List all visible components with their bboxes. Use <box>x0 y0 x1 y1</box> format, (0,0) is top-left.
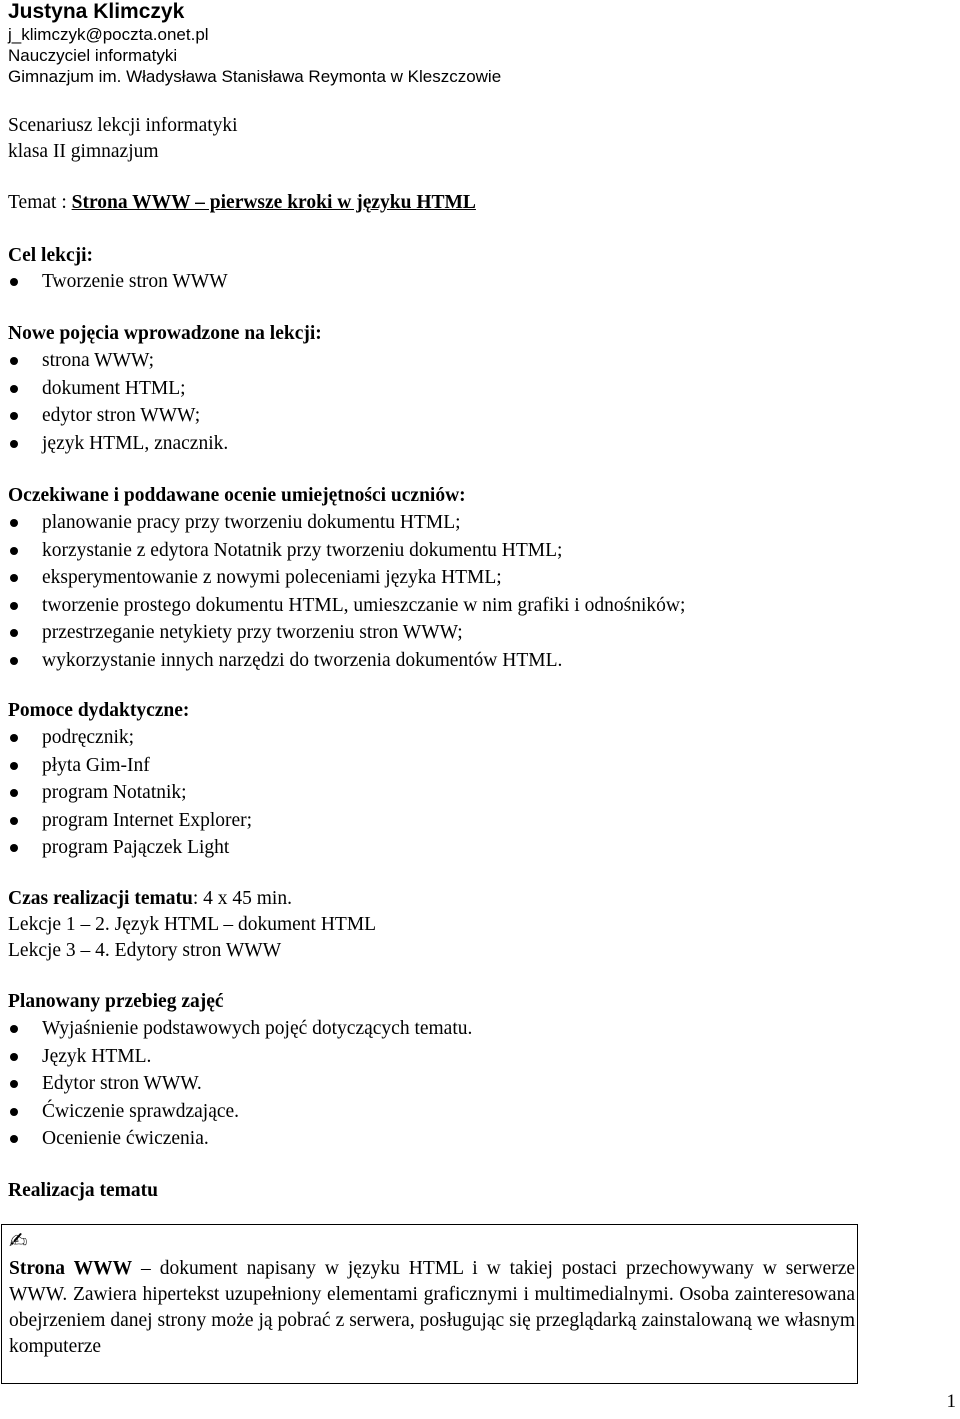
plan-heading: Planowany przebieg zajęć <box>8 991 224 1012</box>
definition-term: Strona WWW <box>9 1258 133 1279</box>
author-name: Justyna Klimczyk <box>8 0 185 23</box>
bullet-icon <box>10 1053 18 1061</box>
definition-paragraph <box>9 1256 855 1360</box>
bullet-icon <box>10 762 18 770</box>
topic-value: Strona WWW – pierwsze kroki w języku HTML <box>71 192 476 213</box>
bullet-icon <box>10 1025 18 1033</box>
list-item: program Notatnik; <box>0 779 252 807</box>
topic-label: Temat : <box>8 192 72 213</box>
bullet-icon <box>10 844 18 852</box>
realization-heading: Realizacja tematu <box>8 1180 158 1201</box>
time-line <box>8 886 292 912</box>
list-item: język HTML, znacznik. <box>0 430 228 458</box>
skills-heading: Oczekiwane i poddawane ocenie umiejętności uczniów: <box>8 485 466 506</box>
list-item: Wyjaśnienie podstawowych pojęć dotyczących tematu. <box>0 1015 472 1043</box>
bullet-icon <box>10 789 18 797</box>
aids-heading: Pomoce dydaktyczne: <box>8 700 190 721</box>
bullet-icon <box>10 278 18 286</box>
scenario-class: klasa II gimnazjum <box>8 141 159 162</box>
plan-list <box>0 1015 472 1153</box>
definition-box <box>1 1224 858 1384</box>
time-label: Czas realizacji tematu <box>8 888 193 909</box>
bullet-icon <box>10 629 18 637</box>
list-item: wykorzystanie innych narzędzi do tworzenia dokumentów HTML. <box>0 647 685 675</box>
bullet-icon <box>10 519 18 527</box>
scenario-title: Scenariusz lekcji informatyki <box>8 115 238 136</box>
bullet-icon <box>10 1108 18 1116</box>
bullet-icon <box>10 547 18 555</box>
bullet-icon <box>10 574 18 582</box>
definition-text: – dokument napisany w języku HTML i w takiej postaci przechowywany w serwerze WWW. Zawiera hipertekst uzupełniony elementami graficznymi i multimedialnymi. Osoba zainteresowana obejrzeniem danej strony może ją pobrać z serwera, posługując się przeglądarką zainstalowaną we własnym komputerze <box>9 1258 856 1357</box>
concepts-list <box>0 347 228 457</box>
bullet-icon <box>10 1080 18 1088</box>
skills-list <box>0 509 685 674</box>
lesson-line-2: Lekcje 3 – 4. Edytory stron WWW <box>8 940 282 961</box>
list-item: Tworzenie stron WWW <box>0 268 228 296</box>
list-item: planowanie pracy przy tworzeniu dokumentu HTML; <box>0 509 685 537</box>
bullet-icon <box>10 734 18 742</box>
list-item: strona WWW; <box>0 347 228 375</box>
bullet-icon <box>10 602 18 610</box>
goal-list <box>0 268 228 296</box>
bullet-icon <box>10 657 18 665</box>
bullet-icon <box>10 440 18 448</box>
page-number: 1 <box>946 1391 956 1412</box>
list-item: eksperymentowanie z nowymi poleceniami języka HTML; <box>0 564 685 592</box>
list-item: Edytor stron WWW. <box>0 1070 472 1098</box>
list-item: Ocenienie ćwiczenia. <box>0 1125 472 1153</box>
bullet-icon <box>10 817 18 825</box>
goal-heading: Cel lekcji: <box>8 245 94 266</box>
list-item: płyta Gim-Inf <box>0 752 252 780</box>
list-item: dokument HTML; <box>0 375 228 403</box>
bullet-icon <box>10 1135 18 1143</box>
list-item: Ćwiczenie sprawdzające. <box>0 1098 472 1126</box>
bullet-icon <box>10 412 18 420</box>
list-item: podręcznik; <box>0 724 252 752</box>
list-item: tworzenie prostego dokumentu HTML, umieszczanie w nim grafiki i odnośników; <box>0 592 685 620</box>
author-role: Nauczyciel informatyki <box>8 46 178 65</box>
pencil-icon: ✍ <box>9 1229 28 1254</box>
bullet-icon <box>10 385 18 393</box>
author-block <box>8 0 501 87</box>
author-email: j_klimczyk@poczta.onet.pl <box>8 25 209 44</box>
aids-list <box>0 724 252 862</box>
bullet-icon <box>10 357 18 365</box>
topic-line <box>8 190 476 216</box>
list-item: edytor stron WWW; <box>0 402 228 430</box>
list-item: korzystanie z edytora Notatnik przy tworzeniu dokumentu HTML; <box>0 537 685 565</box>
list-item: przestrzeganie netykiety przy tworzeniu stron WWW; <box>0 619 685 647</box>
concepts-heading: Nowe pojęcia wprowadzone na lekcji: <box>8 323 322 344</box>
lesson-line-1: Lekcje 1 – 2. Język HTML – dokument HTML <box>8 914 377 935</box>
list-item: Język HTML. <box>0 1043 472 1071</box>
author-school: Gimnazjum im. Władysława Stanisława Reymonta w Kleszczowie <box>8 67 502 86</box>
time-value: : 4 x 45 min. <box>192 888 292 909</box>
list-item: program Internet Explorer; <box>0 807 252 835</box>
list-item: program Pajączek Light <box>0 834 252 862</box>
